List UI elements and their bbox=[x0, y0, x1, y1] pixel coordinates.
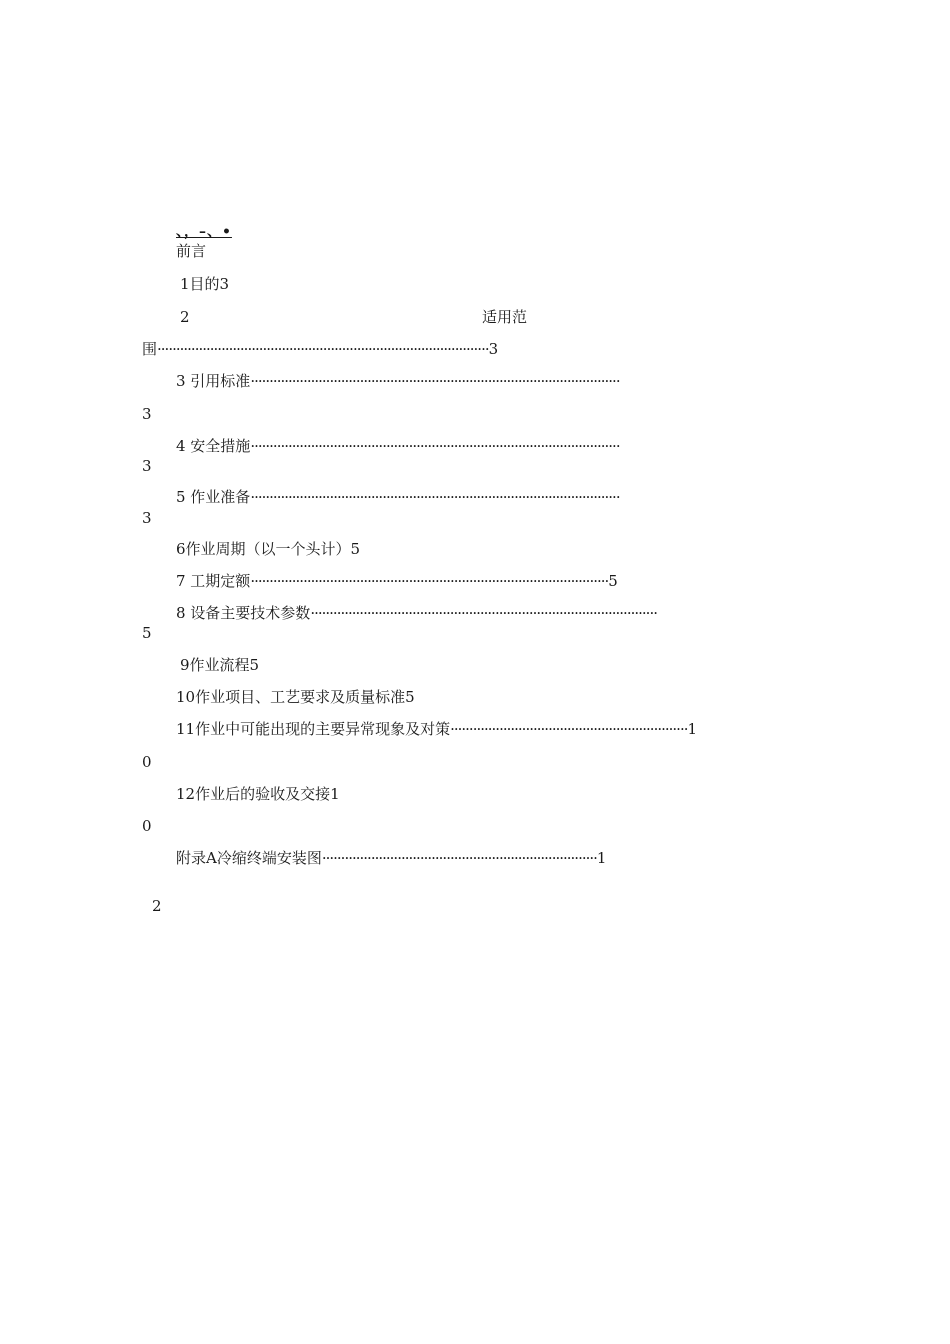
toc-item-10: 10作业项目、工艺要求及质量标准5 bbox=[176, 688, 415, 706]
toc-appendix-page-b: 2 bbox=[152, 897, 162, 915]
toc-item-2-title: 适用范 bbox=[482, 308, 528, 326]
toc-item-7-leader: ······························································································· bbox=[250, 572, 609, 590]
toc-item-4 bbox=[176, 436, 620, 456]
toc-item-11-page-b: 0 bbox=[142, 753, 152, 771]
toc-preface: 前言 bbox=[176, 242, 207, 260]
toc-item-4-label: 4 安全措施 bbox=[176, 437, 251, 455]
toc-item-4-leader: ·································································································· bbox=[250, 437, 620, 455]
toc-item-4-page: 3 bbox=[142, 457, 152, 475]
toc-appendix-page-a: 1 bbox=[596, 849, 607, 867]
toc-item-5-label: 5 作业准备 bbox=[176, 488, 251, 506]
toc-item-1: 1目的3 bbox=[180, 275, 230, 293]
toc-item-7 bbox=[176, 571, 618, 591]
toc-item-3 bbox=[176, 371, 620, 391]
toc-item-8-leader: ···························································································· bbox=[310, 604, 657, 622]
toc-item-9: 9作业流程5 bbox=[180, 656, 260, 674]
toc-appendix-leader: ········································································· bbox=[321, 849, 597, 867]
toc-item-12: 12作业后的验收及交接1 bbox=[176, 785, 340, 803]
toc-appendix bbox=[176, 848, 606, 868]
toc-item-12-page-b: 0 bbox=[142, 817, 152, 835]
toc-item-11-leader: ······························································· bbox=[450, 720, 688, 738]
toc-item-2-page: 3 bbox=[488, 340, 499, 358]
toc-item-2-cont bbox=[142, 339, 498, 359]
toc-item-2-leader: ························································································ bbox=[157, 340, 489, 358]
toc-item-2-number: 2 bbox=[180, 308, 190, 326]
toc-item-11-page-a: 1 bbox=[687, 720, 698, 738]
toc-item-3-page: 3 bbox=[142, 405, 152, 423]
header-marks: 、，–、• bbox=[176, 224, 232, 240]
toc-item-11 bbox=[176, 719, 697, 739]
toc-item-7-page: 5 bbox=[608, 572, 618, 590]
toc-item-7-label: 7 工期定额 bbox=[176, 572, 251, 590]
toc-item-5-page: 3 bbox=[142, 509, 152, 527]
toc-item-3-leader: ·································································································· bbox=[250, 372, 620, 390]
toc-item-5-leader: ·································································································· bbox=[250, 488, 620, 506]
toc-appendix-label: 附录A冷缩终端安装图 bbox=[176, 849, 322, 867]
toc-item-8-label: 8 设备主要技术参数 bbox=[176, 604, 311, 622]
toc-item-11-label: 11作业中可能出现的主要异常现象及对策 bbox=[176, 720, 451, 738]
toc-item-5 bbox=[176, 487, 620, 507]
toc-item-3-label: 3 引用标准 bbox=[176, 372, 251, 390]
toc-item-8 bbox=[176, 603, 657, 623]
toc-item-8-page: 5 bbox=[142, 624, 152, 642]
toc-item-6: 6作业周期（以一个头计）5 bbox=[176, 540, 361, 558]
toc-item-2-cont-text: 围 bbox=[142, 340, 158, 358]
